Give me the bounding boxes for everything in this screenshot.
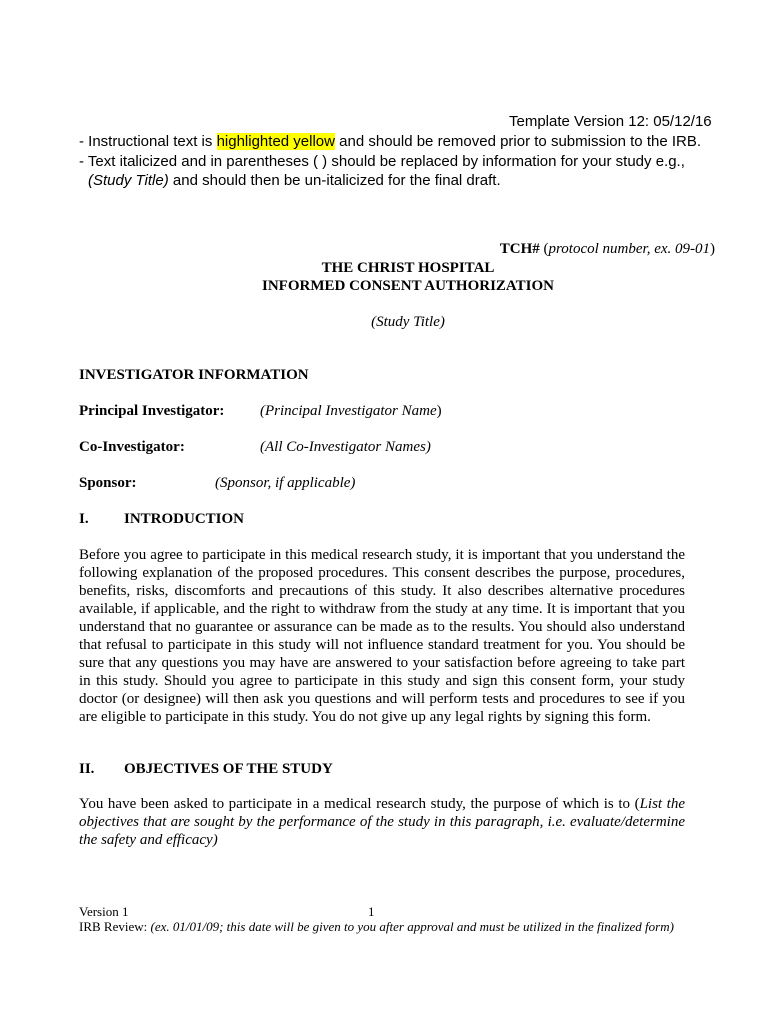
pi-value: (Principal Investigator Name) [260,403,442,419]
section-1-title: INTRODUCTION [124,511,245,527]
instruction-line-1 [79,131,701,152]
section-1-number: I. [79,511,89,527]
tch-label: TCH# [499,241,540,257]
objectives-instruction: List the objectives that are sought by the performance of the study in this paragraph, i.e. evaluate/determine the safety and efficacy) [79,796,685,848]
instruction-line-1-prefix: - Instructional text is [79,133,217,150]
sponsor-label: Sponsor: [79,475,137,491]
study-title-example: (Study Title) [88,172,169,189]
highlighted-text: highlighted yellow [216,133,335,150]
irb-note: (ex. 01/01/09; this date will be given to you after approval and must be utilized in the finalized form) [150,919,674,934]
template-version: Template Version 12: 05/12/16 [509,113,712,130]
instruction-line-3 [88,170,501,191]
footer-page-number: 1 [368,904,375,919]
instruction-line-2: - Text italicized and in parentheses ( ) should be replaced by information for your study e.g., [79,153,685,170]
objectives-text: You have been asked to participate in a medical research study, the purpose of which is to ( [79,796,640,812]
introduction-paragraph: Before you agree to participate in this medical research study, it is important that you understand the following explanation of the proposed procedures. This consent describes the purpose, procedures, benefits, risks, discomforts and precautions of this study. It also describes alternative procedures available, if applicable, and the right to withdraw from the study at any time. It is important that you understand that no guarantee or assurance can be made as to the results. You should also understand that refusal to participate in this study will not influence standard treatment for you. You should be sure that any questions you may have are answered to your satisfaction before agreeing to take part in this study. Should you agree to participate in this study and sign this consent form, your study doctor (or designee) will then ask you questions and will perform tests and procedures to see if you are eligible to participate in this study. You do not give up any legal rights by signing this form. [79,547,685,725]
document-title: INFORMED CONSENT AUTHORIZATION [262,278,554,294]
co-investigator-value: (All Co-Investigator Names) [260,439,431,455]
footer-irb-review [79,918,674,935]
hospital-name: THE CHRIST HOSPITAL [321,260,495,276]
sponsor-value: (Sponsor, if applicable) [215,475,356,491]
protocol-number: protocol number, ex. 09-01 [548,241,710,257]
tch-number: TCH# (protocol number, ex. 09-01) [499,241,715,257]
investigator-heading: INVESTIGATOR INFORMATION [79,367,309,383]
study-title: (Study Title) [371,314,445,330]
co-investigator-label: Co-Investigator: [79,439,185,455]
instruction-line-3-rest: and should then be un-italicized for the final draft. [168,172,501,189]
footer-version: Version 1 [79,904,129,919]
pi-label: Principal Investigator: [79,403,225,419]
section-2-title: OBJECTIVES OF THE STUDY [124,761,333,777]
section-2-number: II. [79,761,95,777]
irb-label: IRB Review: [79,919,151,934]
instruction-line-1-suffix: and should be removed prior to submission to the IRB. [334,133,702,150]
objectives-paragraph [79,795,685,849]
